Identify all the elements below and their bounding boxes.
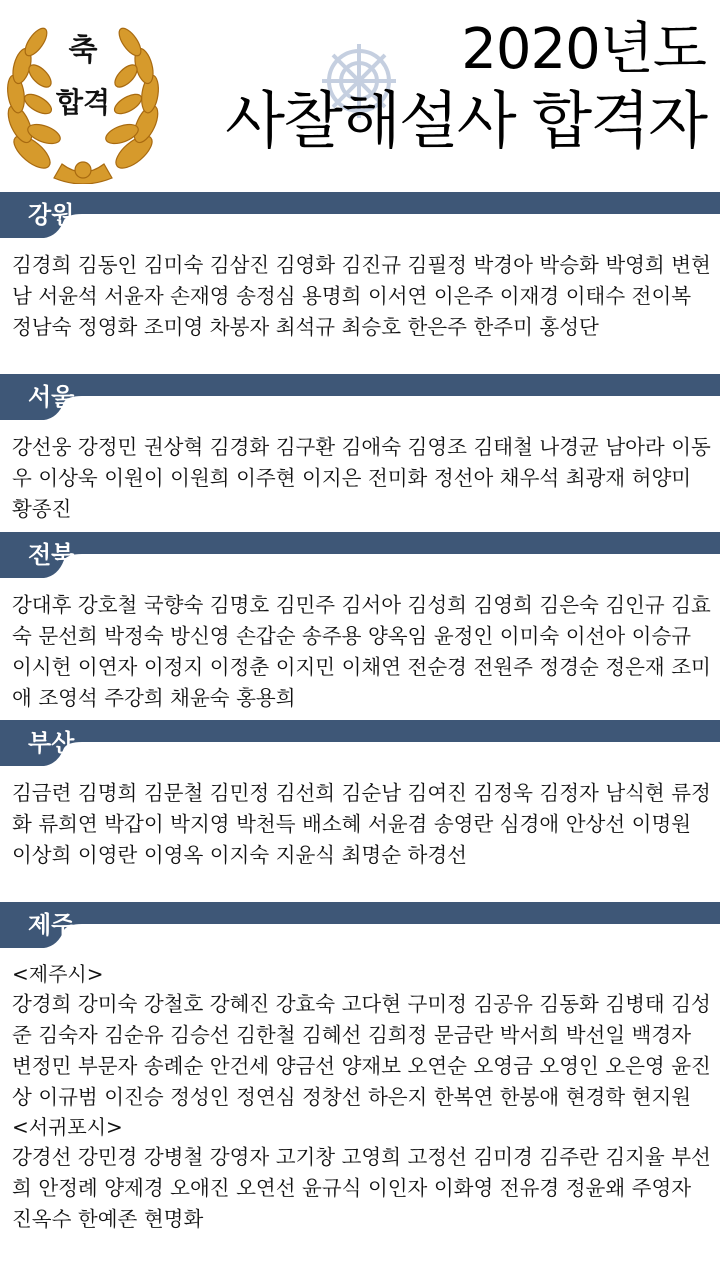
section-title: 부산 bbox=[28, 729, 75, 757]
page-title: 사찰해설사 합격자 bbox=[225, 84, 706, 157]
section-bar-shape bbox=[0, 374, 720, 420]
passer-names: 강경선 강민경 강병철 강영자 고기창 고영희 고정선 김미경 김주란 김지율 부선희 안정례 양제경 오애진 오연선 윤규식 이인자 이화영 전유경 정윤왜 주영자 진옥수 한예존 현명화 bbox=[12, 1145, 711, 1231]
section-title: 강원 bbox=[28, 201, 75, 229]
svg-text:축: 축 bbox=[68, 33, 98, 68]
section-bar-shape bbox=[0, 532, 720, 578]
section-header-bar bbox=[0, 720, 720, 766]
passer-names: 김경희 김동인 김미숙 김삼진 김영화 김진규 김필정 박경아 박승화 박영희 변현남 서윤석 서윤자 손재영 송정심 용명희 이서연 이은주 이재경 이태수 전이복 정남숙 정영화 조미영 차봉자 최석규 최승호 한은주 한주미 홍성단 bbox=[12, 253, 711, 339]
section-gangwon bbox=[0, 192, 720, 343]
passer-names: 강경희 강미숙 강철호 강혜진 강효숙 고다현 구미정 김공유 김동화 김병태 김성준 김숙자 김순유 김승선 김한철 김혜선 김희정 문금란 박서희 박선일 백경자 변정민 부문자 송례순 안건세 양금선 양재보 오연순 오영금 오영인 오은영 윤진상 이규범 이진승 정성인 정연심 정창선 하은지 한복연 한봉애 현경학 현지원 bbox=[12, 992, 711, 1109]
section-bar-shape bbox=[0, 902, 720, 948]
section-title: 전북 bbox=[28, 541, 75, 569]
section-title: 제주 bbox=[28, 911, 75, 939]
section-header-bar bbox=[0, 374, 720, 420]
page-header bbox=[0, 0, 720, 185]
passer-names: 김금련 김명희 김문철 김민정 김선희 김순남 김여진 김정욱 김정자 남식현 류정화 류희연 박갑이 박지영 박천득 배소혜 서윤겸 송영란 심경애 안상선 이명원 이상희 이영란 이영옥 이지숙 지윤식 최명순 하경선 bbox=[12, 781, 711, 867]
section-title: 서울 bbox=[28, 383, 75, 411]
svg-text:합격: 합격 bbox=[55, 86, 111, 119]
section-seoul bbox=[0, 374, 720, 525]
subregion-label: <제주시> bbox=[12, 962, 104, 986]
laurel-wreath-icon bbox=[2, 12, 164, 184]
section-bar-shape bbox=[0, 720, 720, 766]
section-bar-shape bbox=[0, 192, 720, 238]
subregion-label: <서귀포시> bbox=[12, 1115, 123, 1139]
passer-names: 강대후 강호철 국향숙 김명호 김민주 김서아 김성희 김영희 김은숙 김인규 김효숙 문선희 박정숙 방신영 손갑순 송주용 양옥임 윤정인 이미숙 이선아 이승규 이시헌 이연자 이정지 이정춘 이지민 이채연 전순경 전원주 정경순 정은재 조미애 조영석 주강희 채윤숙 홍용희 bbox=[12, 593, 711, 710]
section-jeju bbox=[0, 902, 720, 1235]
section-header-bar bbox=[0, 902, 720, 948]
section-busan bbox=[0, 720, 720, 871]
section-header-bar bbox=[0, 192, 720, 238]
title-year: 2020년도 bbox=[461, 17, 706, 82]
section-jeonbuk bbox=[0, 532, 720, 714]
section-header-bar bbox=[0, 532, 720, 578]
passer-names: 강선웅 강정민 권상혁 김경화 김구환 김애숙 김영조 김태철 나경균 남아라 이동우 이상욱 이원이 이원희 이주현 이지은 전미화 정선아 채우석 최광재 허양미 황종진 bbox=[12, 435, 711, 521]
